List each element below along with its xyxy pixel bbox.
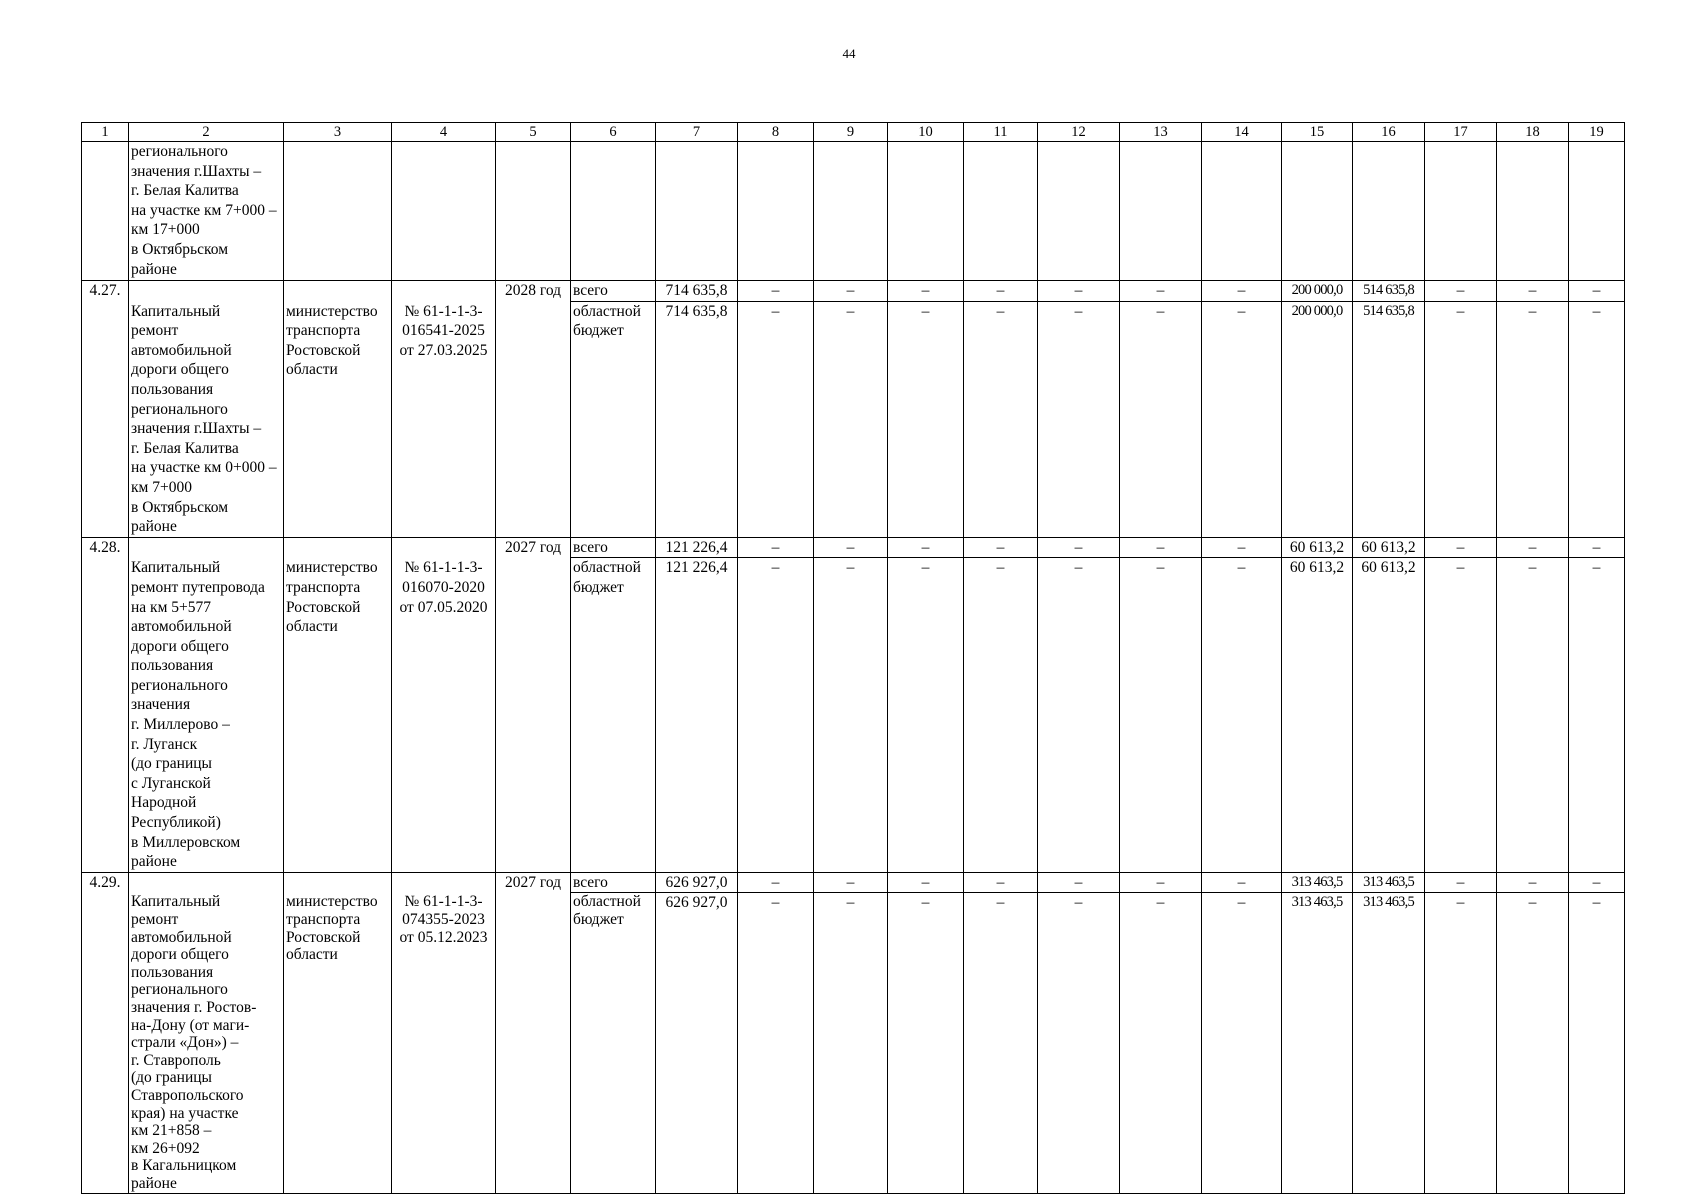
value-cell: – — [964, 872, 1038, 893]
value-cell: – — [1120, 301, 1202, 537]
value-cell: – — [1202, 558, 1282, 873]
value-cell: – — [1569, 893, 1625, 1193]
column-number-16: 16 — [1353, 123, 1425, 142]
total-value: 626 927,0 — [656, 893, 738, 1193]
table-header — [82, 123, 1625, 142]
table-row — [82, 281, 1625, 302]
value-cell: – — [814, 558, 888, 873]
total-value: 121 226,4 — [656, 558, 738, 873]
table-row — [82, 558, 1625, 873]
value-cell: – — [1120, 281, 1202, 302]
value-cell: – — [1120, 872, 1202, 893]
value-cell: – — [1425, 872, 1497, 893]
table-cell — [571, 142, 656, 281]
completion-year: 2028 год — [496, 281, 571, 302]
page-number: 44 — [842, 46, 856, 61]
object-name: Капитальный ремонт автомобильной дороги общего пользования регионального значения г. Ростов- на-Дону (от маги- страли «Дон») – г. Ставрополь (до границы Ставропольского края) на участке км 21+858 – км 26+092 в Кагальницком районе — [129, 893, 284, 1193]
value-cell: – — [1120, 537, 1202, 558]
value-cell: – — [1425, 537, 1497, 558]
value-cell: 60 613,2 — [1282, 558, 1353, 873]
value-cell: – — [964, 301, 1038, 537]
value-cell: – — [738, 281, 814, 302]
table-cell — [1038, 142, 1120, 281]
table-cell — [964, 142, 1038, 281]
value-cell: 514 635,8 — [1353, 301, 1425, 537]
responsible-org — [284, 872, 392, 893]
value-cell: – — [1038, 301, 1120, 537]
funding-source: областной бюджет — [571, 558, 656, 873]
entry-number: 4.27. — [82, 281, 129, 302]
column-number-11: 11 — [964, 123, 1038, 142]
column-number-3: 3 — [284, 123, 392, 142]
funding-source: всего — [571, 281, 656, 302]
table-cell — [888, 142, 964, 281]
funding-source: областной бюджет — [571, 893, 656, 1193]
completion-year: 2027 год — [496, 872, 571, 893]
table-cell — [496, 893, 571, 1193]
value-cell: – — [964, 537, 1038, 558]
column-number-6: 6 — [571, 123, 656, 142]
value-cell: – — [1038, 537, 1120, 558]
column-number-5: 5 — [496, 123, 571, 142]
value-cell: 313 463,5 — [1353, 893, 1425, 1193]
table-row — [82, 537, 1625, 558]
value-cell: – — [1569, 281, 1625, 302]
table-cell — [1569, 142, 1625, 281]
table-cell — [1353, 142, 1425, 281]
completion-year: 2027 год — [496, 537, 571, 558]
value-cell: – — [814, 872, 888, 893]
value-cell: – — [1425, 301, 1497, 537]
value-cell: – — [1202, 872, 1282, 893]
value-cell: – — [1120, 893, 1202, 1193]
column-number-13: 13 — [1120, 123, 1202, 142]
value-cell: – — [1569, 301, 1625, 537]
responsible-org: министерство транспорта Ростовской области — [284, 893, 392, 1193]
value-cell: – — [814, 893, 888, 1193]
column-number-18: 18 — [1497, 123, 1569, 142]
program-table — [81, 122, 1625, 1194]
value-cell: – — [814, 281, 888, 302]
column-number-19: 19 — [1569, 123, 1625, 142]
column-number-17: 17 — [1425, 123, 1497, 142]
expertise-doc — [392, 281, 496, 302]
value-cell: 60 613,2 — [1353, 537, 1425, 558]
responsible-org: министерство транспорта Ростовской области — [284, 301, 392, 537]
column-number-12: 12 — [1038, 123, 1120, 142]
value-cell: 60 613,2 — [1353, 558, 1425, 873]
value-cell: 60 613,2 — [1282, 537, 1353, 558]
value-cell: – — [1497, 537, 1569, 558]
value-cell: – — [888, 893, 964, 1193]
value-cell: – — [1497, 281, 1569, 302]
total-value: 714 635,8 — [656, 281, 738, 302]
value-cell: – — [1202, 301, 1282, 537]
value-cell: – — [964, 893, 1038, 1193]
table-row — [82, 872, 1625, 893]
value-cell: – — [1497, 893, 1569, 1193]
value-cell: – — [1497, 872, 1569, 893]
value-cell: – — [964, 558, 1038, 873]
table-cell — [284, 142, 392, 281]
table-cell — [496, 301, 571, 537]
table-cell — [814, 142, 888, 281]
column-number-10: 10 — [888, 123, 964, 142]
funding-source: всего — [571, 537, 656, 558]
expertise-doc — [392, 537, 496, 558]
table-cell — [392, 142, 496, 281]
table-row — [82, 301, 1625, 537]
value-cell: – — [1038, 872, 1120, 893]
value-cell: – — [1425, 281, 1497, 302]
value-cell: – — [738, 893, 814, 1193]
object-name — [129, 537, 284, 558]
continuation-row — [82, 142, 1625, 281]
value-cell: 200 000,0 — [1282, 281, 1353, 302]
value-cell: – — [1569, 872, 1625, 893]
value-cell: – — [1202, 537, 1282, 558]
table-cell — [738, 142, 814, 281]
table-cell — [1120, 142, 1202, 281]
total-value: 121 226,4 — [656, 537, 738, 558]
expertise-doc — [392, 872, 496, 893]
object-name — [129, 281, 284, 302]
responsible-org: министерство транспорта Ростовской области — [284, 558, 392, 873]
value-cell: – — [888, 872, 964, 893]
value-cell: – — [1202, 893, 1282, 1193]
header-row — [82, 123, 1625, 142]
expertise-doc: № 61-1-1-3- 016541-2025 от 27.03.2025 — [392, 301, 496, 537]
expertise-doc: № 61-1-1-3- 016070-2020 от 07.05.2020 — [392, 558, 496, 873]
column-number-9: 9 — [814, 123, 888, 142]
table-cell — [82, 893, 129, 1193]
value-cell: 200 000,0 — [1282, 301, 1353, 537]
table-cell — [1497, 142, 1569, 281]
value-cell: – — [814, 301, 888, 537]
funding-source: областной бюджет — [571, 301, 656, 537]
column-number-1: 1 — [82, 123, 129, 142]
table-cell — [1425, 142, 1497, 281]
expertise-doc: № 61-1-1-3- 074355-2023 от 05.12.2023 — [392, 893, 496, 1193]
value-cell: – — [1202, 281, 1282, 302]
column-number-15: 15 — [1282, 123, 1353, 142]
value-cell: 313 463,5 — [1282, 893, 1353, 1193]
table-cell — [82, 558, 129, 873]
responsible-org — [284, 537, 392, 558]
value-cell: – — [964, 281, 1038, 302]
object-name: Капитальный ремонт автомобильной дороги общего пользования регионального значения г.Шахты – г. Белая Калитва на участке км 0+000 – км 7+000 в Октябрьском районе — [129, 301, 284, 537]
table-cell — [496, 558, 571, 873]
value-cell: – — [1497, 558, 1569, 873]
column-number-7: 7 — [656, 123, 738, 142]
table-cell — [496, 142, 571, 281]
column-number-2: 2 — [129, 123, 284, 142]
value-cell: – — [814, 537, 888, 558]
value-cell: – — [1038, 281, 1120, 302]
table-row — [82, 893, 1625, 1193]
value-cell: – — [1038, 558, 1120, 873]
object-name: регионального значения г.Шахты – г. Белая Калитва на участке км 7+000 – км 17+000 в Октябрьском районе — [129, 142, 284, 281]
object-name — [129, 872, 284, 893]
funding-source: всего — [571, 872, 656, 893]
column-number-14: 14 — [1202, 123, 1282, 142]
table-cell — [82, 301, 129, 537]
total-value: 626 927,0 — [656, 872, 738, 893]
value-cell: – — [738, 537, 814, 558]
value-cell: – — [1425, 558, 1497, 873]
value-cell: 514 635,8 — [1353, 281, 1425, 302]
table-cell — [82, 142, 129, 281]
entry-number: 4.28. — [82, 537, 129, 558]
responsible-org — [284, 281, 392, 302]
value-cell: – — [888, 537, 964, 558]
column-number-4: 4 — [392, 123, 496, 142]
value-cell: – — [888, 301, 964, 537]
value-cell: – — [888, 558, 964, 873]
table-cell — [1282, 142, 1353, 281]
value-cell: 313 463,5 — [1353, 872, 1425, 893]
table-cell — [1202, 142, 1282, 281]
table-cell — [656, 142, 738, 281]
value-cell: – — [1038, 893, 1120, 1193]
value-cell: – — [1425, 893, 1497, 1193]
value-cell: 313 463,5 — [1282, 872, 1353, 893]
value-cell: – — [888, 281, 964, 302]
value-cell: – — [738, 558, 814, 873]
value-cell: – — [1120, 558, 1202, 873]
entry-number: 4.29. — [82, 872, 129, 893]
value-cell: – — [1569, 537, 1625, 558]
value-cell: – — [1497, 301, 1569, 537]
column-number-8: 8 — [738, 123, 814, 142]
object-name: Капитальный ремонт путепровода на км 5+577 автомобильной дороги общего пользования регионального значения г. Миллерово – г. Луганск (до границы с Луганской Народной Республикой) в Миллеровском районе — [129, 558, 284, 873]
value-cell: – — [1569, 558, 1625, 873]
value-cell: – — [738, 301, 814, 537]
value-cell: – — [738, 872, 814, 893]
total-value: 714 635,8 — [656, 301, 738, 537]
